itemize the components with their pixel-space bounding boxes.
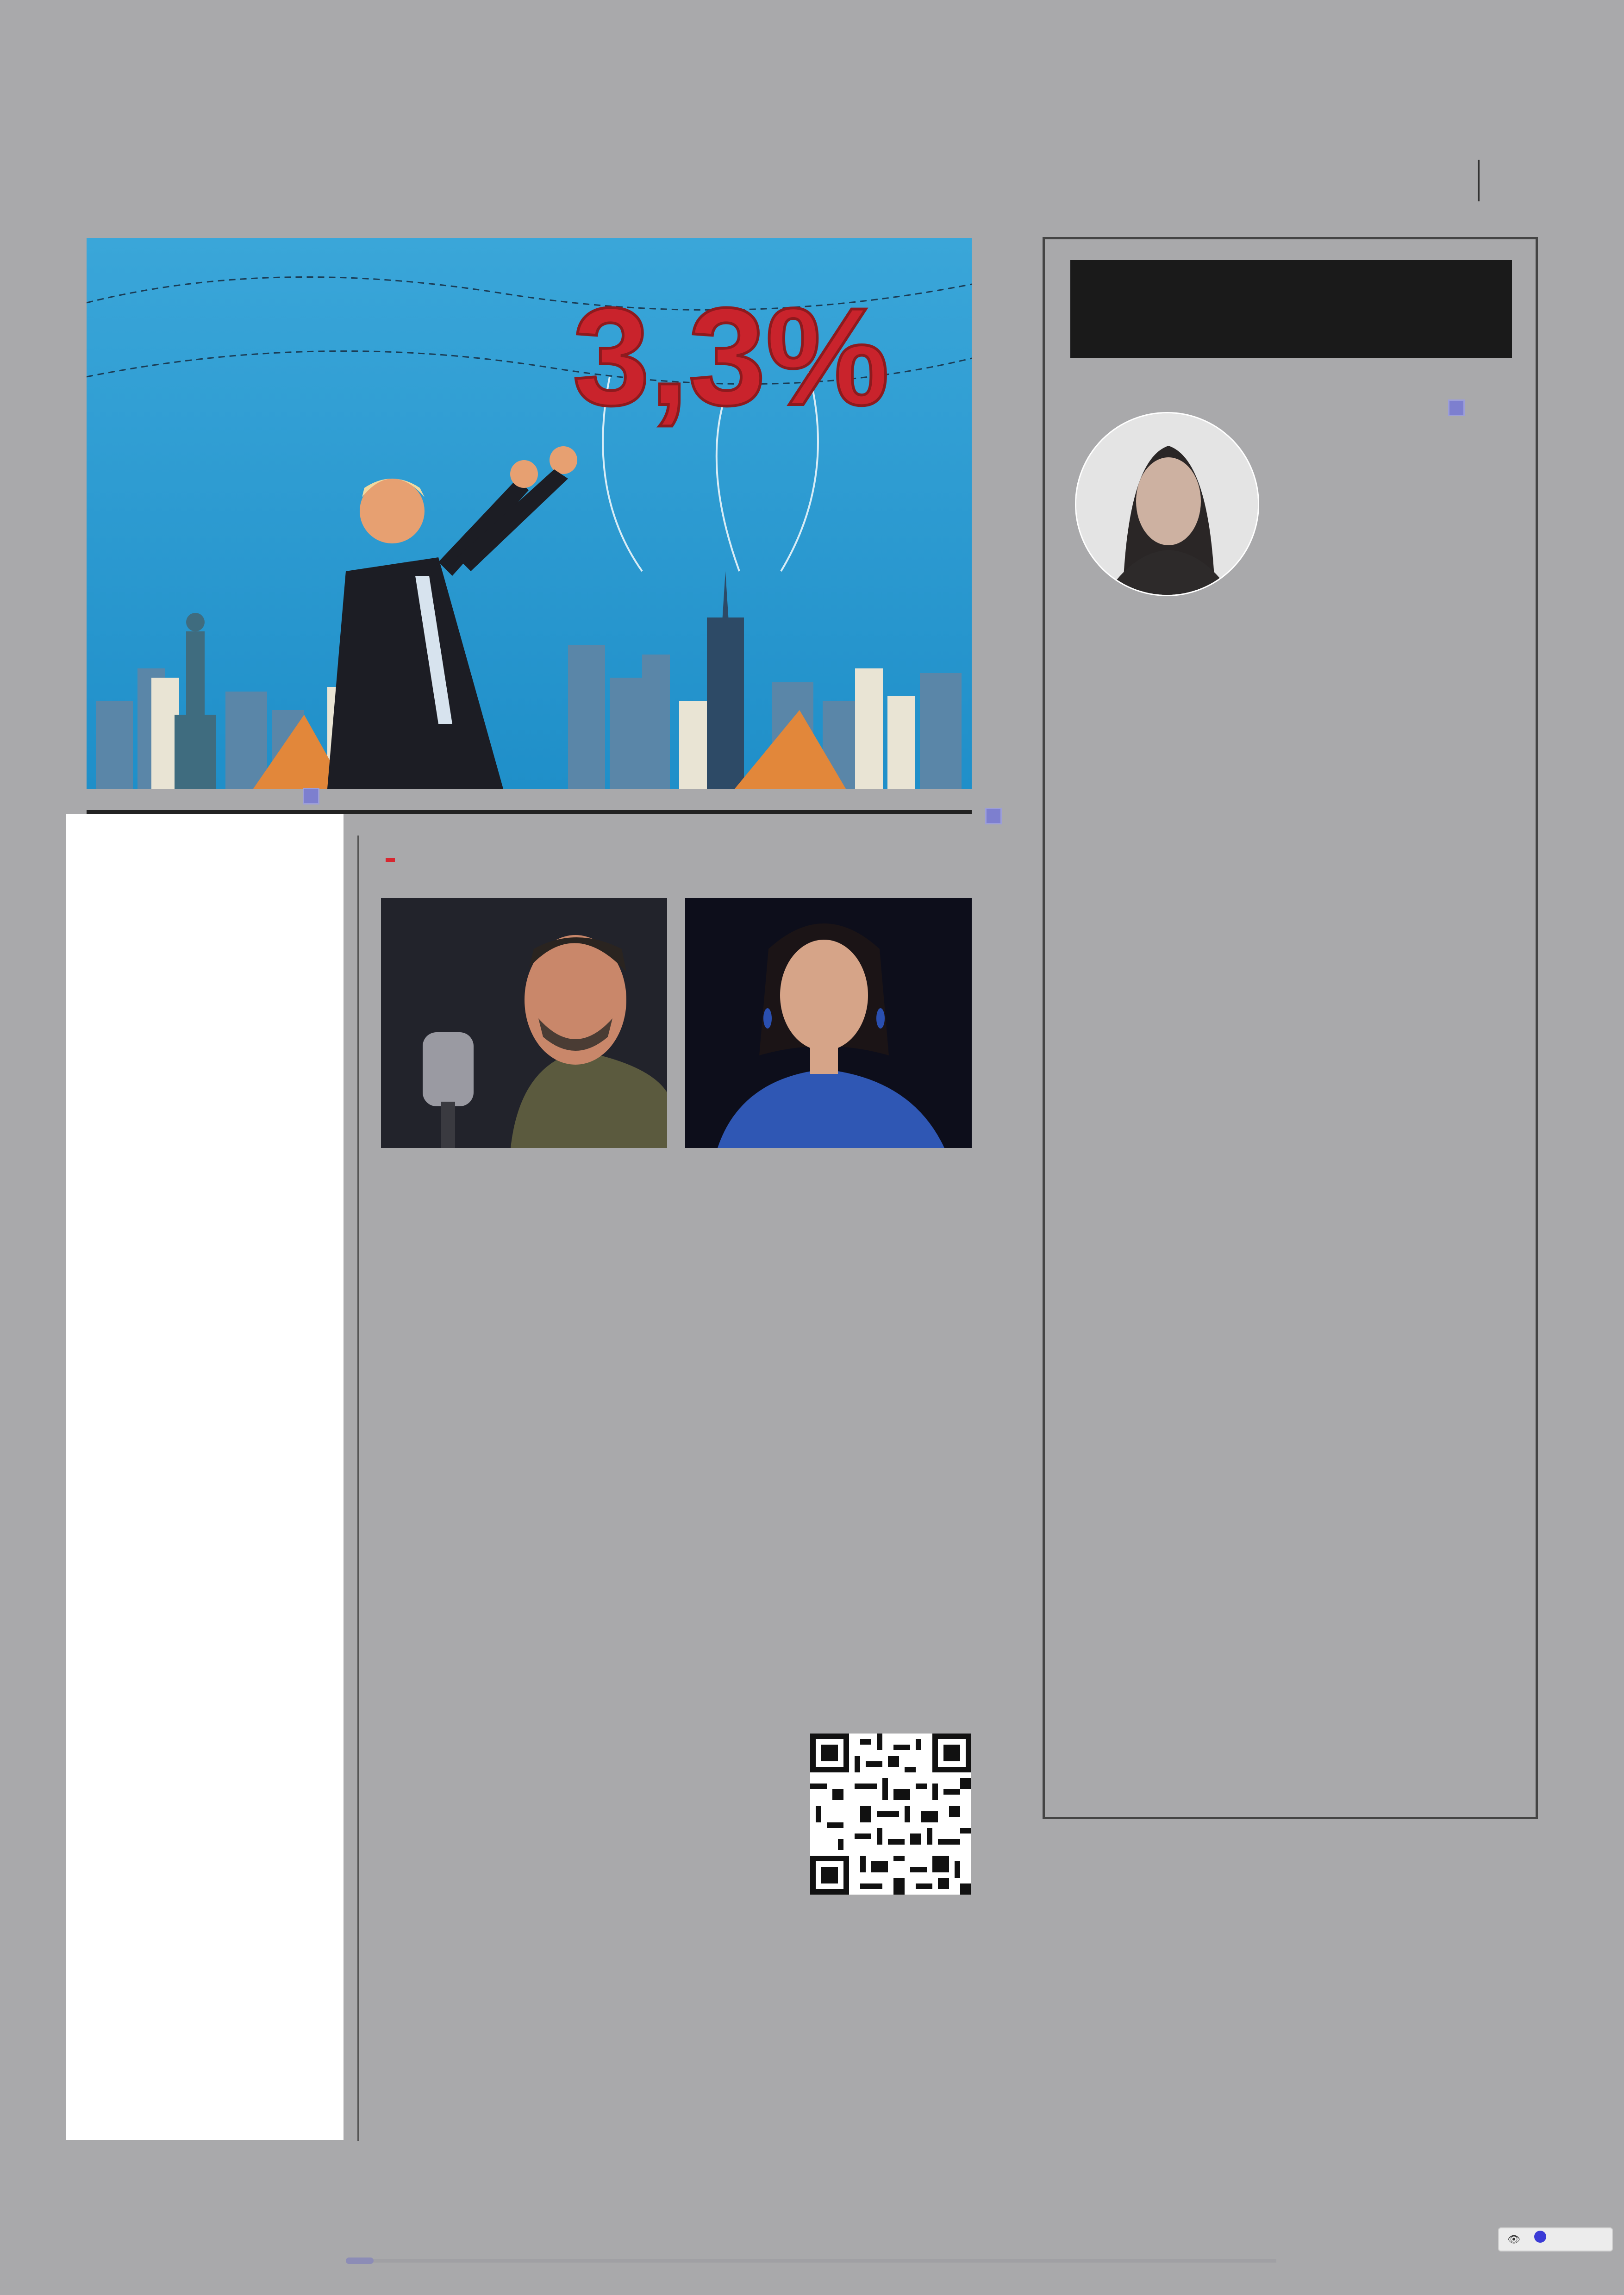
- photo-guest-male-image: [381, 898, 667, 1148]
- qr-code[interactable]: [810, 1734, 971, 1895]
- author-portrait-image: [1076, 413, 1259, 596]
- column-divider: [357, 836, 359, 2141]
- zoom-badge: [1534, 2231, 1546, 2243]
- qr-code-image: [810, 1734, 971, 1895]
- annotation-marker[interactable]: [303, 788, 319, 804]
- smart-zoom-button[interactable]: [1498, 2227, 1613, 2251]
- author-portrait: [1075, 412, 1259, 596]
- page-scrollbar-thumb[interactable]: [346, 2258, 374, 2264]
- most-read-column: [66, 814, 344, 2140]
- hero-illustration: [87, 238, 972, 789]
- sidebar-header: [1070, 260, 1512, 358]
- photo-guest-male: [381, 898, 667, 1148]
- page-number: [1478, 160, 1533, 201]
- photo-guest-female-image: [685, 898, 972, 1148]
- section-divider: [87, 810, 972, 814]
- hero-balloon-text: 3,3%: [573, 279, 889, 434]
- redaccion-title: [381, 824, 395, 879]
- photo-guest-female: [685, 898, 972, 1148]
- eye-icon: 👁: [1507, 2233, 1520, 2245]
- page-scrollbar-track[interactable]: [346, 2259, 1276, 2263]
- hero-artwork: [87, 238, 972, 789]
- author-byline: [1292, 479, 1398, 504]
- lt-logo: [386, 858, 395, 862]
- annotation-marker[interactable]: [985, 808, 1002, 824]
